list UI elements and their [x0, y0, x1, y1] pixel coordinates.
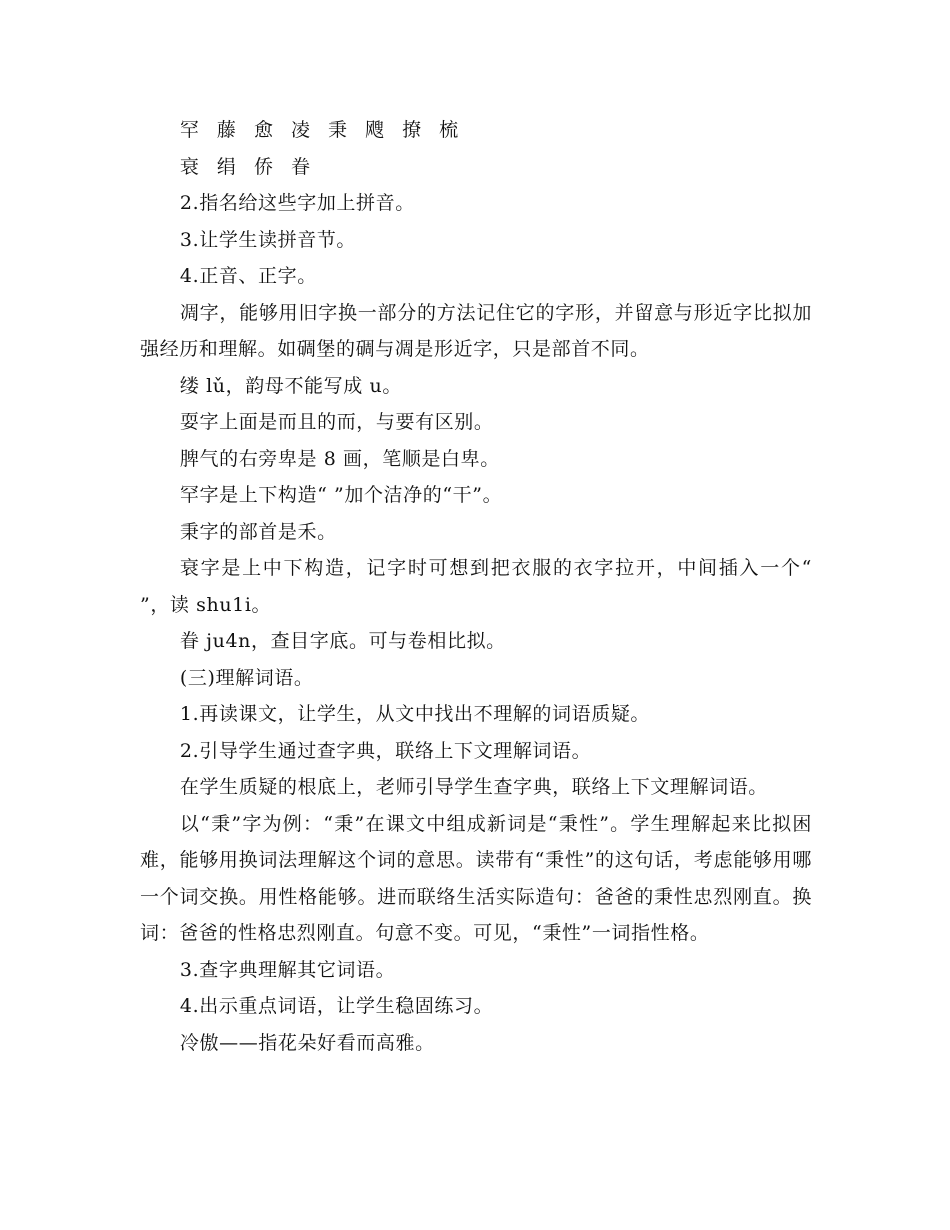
- document-body: [140, 112, 812, 1061]
- paragraph: 罕字是上下构造“ ”加个洁净的“干”。: [179, 484, 503, 506]
- paragraph: 2.引导学生通过查字典，联络上下文理解词语。: [179, 739, 592, 762]
- paragraph: 以“秉”字为例：“秉”在课文中组成新词是“秉性”。学生理解起来比拟困难，能够用换词法理解这个词的意思。读带有“秉性”的这句话，考虑能够用哪一个词交换。用性格能够。进而联络生活实际造句：爸爸的秉性忠烈刚直。换词：爸爸的性格忠烈刚直。句意不变。可见，“秉性”一词指性格。: [140, 812, 812, 944]
- character-list-line-1: 罕 藤 愈 凌 秉 飕 撩 梳: [179, 119, 465, 141]
- paragraph: 3.让学生读拼音节。: [179, 228, 357, 251]
- paragraph: 凋字，能够用旧字换一部分的方法记住它的字形，并留意与形近字比拟加强经历和理解。如碉堡的碉与凋是形近字，只是部首不同。: [140, 301, 812, 360]
- paragraph: 脾气的右旁卑是 8 画，笔顺是白卑。: [179, 447, 500, 470]
- paragraph: 2.指名给这些字加上拼音。: [179, 192, 415, 214]
- paragraph: 在学生质疑的根底上，老师引导学生查字典，联络上下文理解词语。: [179, 776, 768, 798]
- paragraph: 4.出示重点词语，让学生稳固练习。: [179, 995, 494, 1017]
- paragraph: 缕 lǔ，韵母不能写成 u。: [179, 374, 402, 397]
- paragraph: 4.正音、正字。: [179, 265, 317, 287]
- paragraph: 冷傲——指花朵好看而高雅。: [179, 1031, 435, 1054]
- section-heading: (三)理解词语。: [179, 666, 314, 689]
- character-list-line-2: 衰 绢 侨 眷: [179, 155, 317, 178]
- paragraph: 衰字是上中下构造，记字时可想到把衣服的衣字拉开，中间插入一个“ ”，读 shu1i。: [140, 557, 812, 616]
- paragraph: 3.查字典理解其它词语。: [179, 958, 396, 981]
- paragraph: 1.再读课文，让学生，从文中找出不理解的词语质疑。: [179, 703, 651, 725]
- paragraph: 耍字上面是而且的而，与要有区别。: [179, 411, 494, 433]
- paragraph: 眷 ju4n，查目字底。可与卷相比拟。: [179, 630, 506, 652]
- paragraph: 秉字的部首是禾。: [179, 520, 337, 543]
